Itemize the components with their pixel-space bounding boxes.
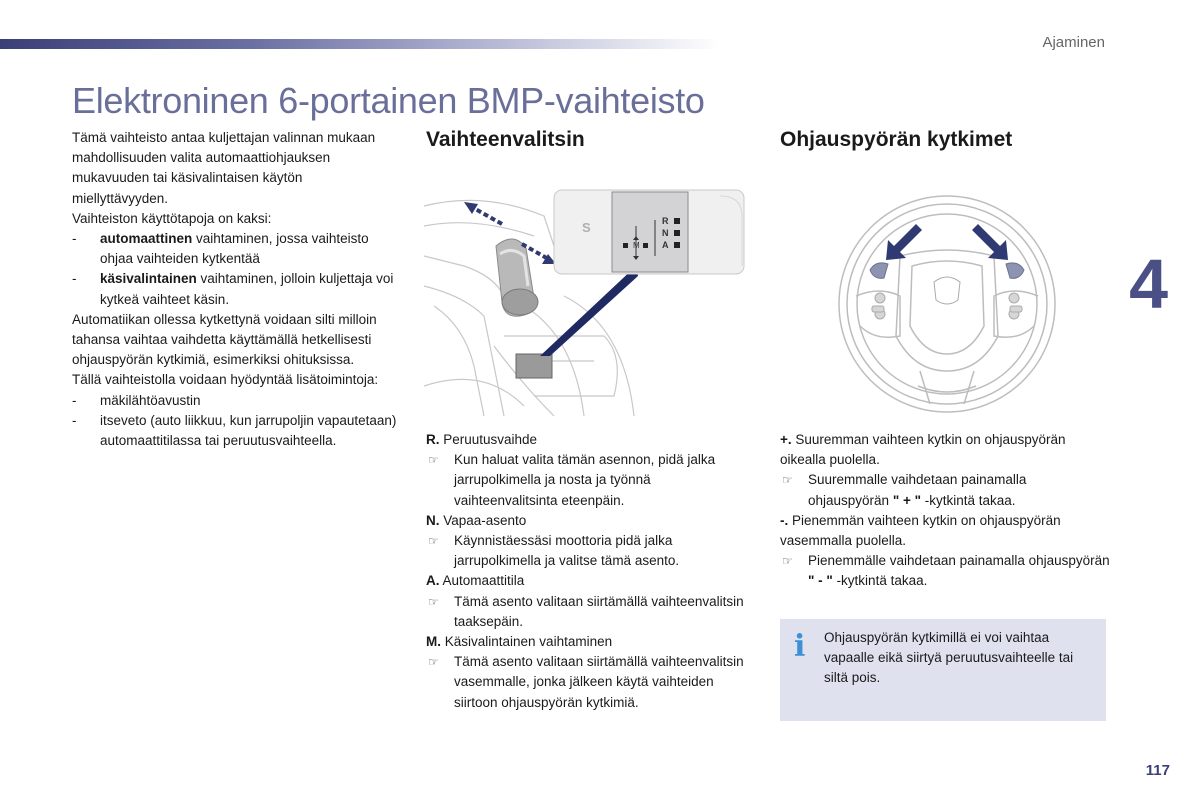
intro-paragraph: Tällä vaihteistolla voidaan hyödyntää lisätoimintoja: [72, 372, 379, 388]
list-item [426, 632, 756, 713]
panel-label-a: A [662, 240, 669, 250]
section-label: Ajaminen [1042, 34, 1105, 51]
intro-paragraph: Automatiikan ollessa kytkettynä voidaan silti milloin tahansa vaihtaa vaihdetta käyttämällä hetkellisesti ohjauspyörän kytkimiä, esimerkiksi ohituksissa. [72, 311, 377, 368]
selector-list [426, 430, 756, 713]
intro-column [72, 128, 402, 451]
list-item [72, 411, 402, 451]
dash-bullet: - [72, 231, 77, 247]
hand-pointer-icon: ☞ [428, 655, 439, 670]
list-item [426, 511, 756, 572]
panel-label-n: N [662, 228, 669, 238]
chapter-number: 4 [1129, 245, 1168, 323]
intro-paragraph: Tämä vaihteisto antaa kuljettajan valinnan mukaan mahdollisuuden valita automaattiohjauksen mukavuuden tai käsivalintaisen käytön miellyttävyyden. [72, 130, 376, 206]
selector-heading: Vaihteenvalitsin [426, 128, 585, 151]
item-instruction: Suuremmalle vaihdetaan painamalla ohjauspyörän [808, 472, 1027, 508]
paddle-key: " - " [808, 573, 833, 589]
mode-name: käsivalintainen [100, 271, 197, 287]
item-key: N. [426, 512, 440, 528]
info-icon: i [794, 629, 806, 664]
hand-pointer-icon: ☞ [428, 453, 439, 468]
dash-bullet: - [72, 392, 77, 408]
item-instruction-end: -kytkintä takaa. [921, 492, 1016, 508]
item-instruction: Kun haluat valita tämän asennon, pidä jalka jarrupolkimella ja nosta ja työnnä vaihteenvalitsinta eteenpäin. [454, 452, 716, 508]
dash-bullet: - [72, 271, 77, 287]
list-item [426, 571, 756, 632]
info-text: Ohjauspyörän kytkimillä ei voi vaihtaa vapaalle eikä siirtyä peruutusvaihteelle tai siltä pois. [824, 630, 1074, 686]
paddle-key: " + " [892, 492, 921, 508]
page-number: 117 [1145, 762, 1170, 779]
item-label: Suuremman vaihteen kytkin on ohjauspyörän oikealla puolella. [780, 432, 1066, 468]
item-key: M. [426, 634, 441, 650]
list-item [72, 229, 402, 269]
intro-paragraph: Vaihteiston käyttötapoja on kaksi: [72, 210, 272, 226]
feature-text: mäkilähtöavustin [100, 392, 201, 408]
list-item [426, 430, 756, 511]
item-key: A. [426, 573, 440, 589]
mode-text: vaihtaminen, jossa vaihteisto ohjaa vaihteiden kytkentää [100, 231, 369, 267]
list-item [780, 511, 1110, 592]
item-key: R. [426, 432, 440, 447]
list-item [72, 269, 402, 309]
page-title: Elektroninen 6-portainen BMP-vaihteisto [72, 80, 705, 121]
hand-pointer-icon: ☞ [782, 554, 793, 569]
feature-text: itseveto (auto liikkuu, kun jarrupoljin vapautetaan) automaattitilassa tai peruutusvaihteella. [100, 412, 397, 449]
paddles-heading: Ohjauspyörän kytkimet [780, 128, 1013, 151]
steering-wheel-drawing [830, 186, 1065, 416]
steering-wheel-illustration [830, 186, 1065, 416]
item-label: Käsivalintainen vaihtaminen [441, 634, 613, 650]
mode-text: vaihtaminen, jolloin kuljettaja voi kytkeä vaihteet käsin. [100, 271, 394, 307]
gear-selector-drawing [424, 186, 752, 416]
hand-pointer-icon: ☞ [428, 594, 439, 609]
mode-name: automaattinen [100, 231, 193, 247]
item-instruction: Pienemmälle vaihdetaan painamalla ohjauspyörän [808, 553, 1110, 569]
item-label: Pienemmän vaihteen kytkin on ohjauspyörän vasemmalla puolella. [780, 512, 1061, 549]
item-instruction-end: -kytkintä takaa. [832, 573, 928, 589]
hand-pointer-icon: ☞ [428, 534, 439, 549]
list-item [780, 430, 1110, 511]
panel-label-m: M [633, 241, 640, 250]
dash-bullet: - [72, 412, 77, 428]
item-instruction: Tämä asento valitaan siirtämällä vaihteenvalitsin vasemmalle, jonka jälkeen käytä vaihteiden siirtoon ohjauspyörän kytkimiä. [454, 654, 744, 710]
item-label: Vapaa-asento [439, 512, 527, 528]
item-label: Automaattitila [439, 573, 525, 589]
item-label: Peruutusvaihde [439, 432, 538, 447]
panel-label-r: R [662, 216, 669, 226]
item-key: +. [780, 432, 792, 447]
header-gradient-bar [0, 39, 720, 49]
gear-selector-illustration [424, 186, 752, 416]
item-instruction: Tämä asento valitaan siirtämällä vaihteenvalitsin taaksepäin. [454, 593, 744, 629]
item-key: -. [780, 512, 789, 528]
paddles-list [780, 430, 1110, 592]
panel-label-s: S [582, 220, 591, 235]
hand-pointer-icon: ☞ [782, 473, 793, 488]
list-item [72, 391, 402, 411]
info-box [780, 619, 1106, 721]
item-instruction: Käynnistäessäsi moottoria pidä jalka jarrupolkimella ja valitse tämä asento. [454, 533, 680, 569]
